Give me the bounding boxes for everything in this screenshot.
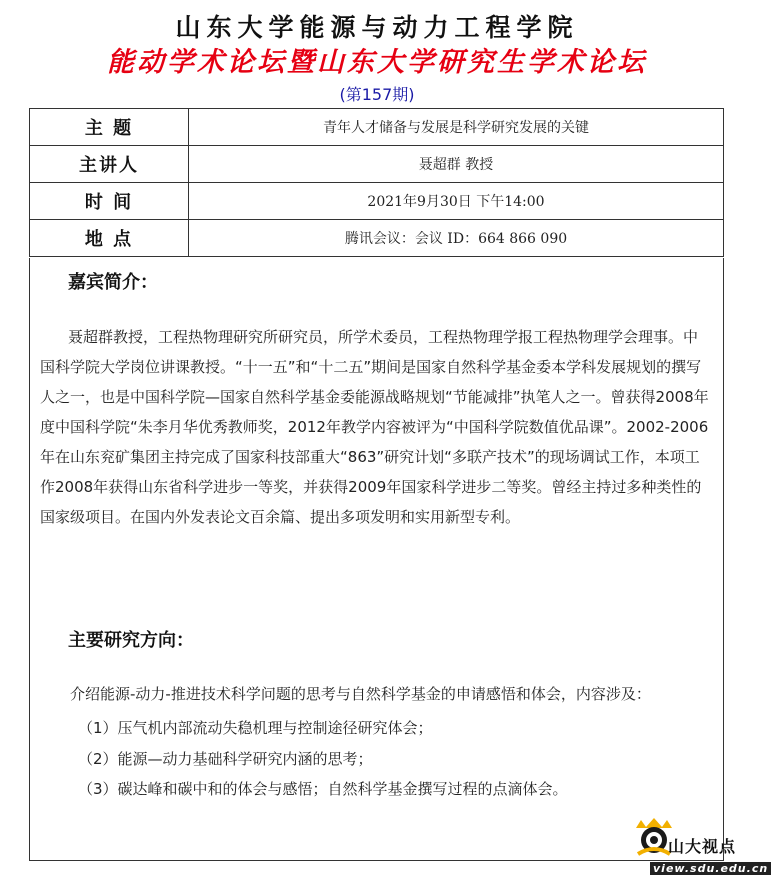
location-label: 地 点 <box>30 220 189 257</box>
school-title: 山东大学能源与动力工程学院 <box>175 13 579 42</box>
research-intro: 介绍能源-动力-推进技术科学问题的思考与自然科学基金的申请感悟和体会，内容涉及： <box>70 685 651 703</box>
time-label: 时 间 <box>30 183 189 220</box>
guest-bio: 聂超群教授，工程热物理研究所研究员，所学术委员，工程热物理学报工程热物理学会理事。中国科学院大学岗位讲课教授。“十一五”和“十二五”期间是国家自然科学基金委本学科发展规划的撰写人之一，也是中国科学院—国家自然科学基金委能源战略规划“节能减排”执笔人之一。曾获得2008年度中国科学院“朱李月华优秀教师奖，2012年教学内容被评为“中国科学院数值优品课”。2002-2006年在山东兖矿集团主持完成了国家科技部重大“863”研究计划“多联产技术”的现场调试工作，本项工作2008年获得山东省科学进步一等奖，并获得2009年国家科学进步二等奖。曾经主持过多种类性的国家级项目。在国内外发表论文百余篇、提出多项发明和实用新型专利。 <box>40 328 709 526</box>
logo-url: view.sdu.edu.cn <box>650 862 771 875</box>
time-value: 2021年9月30日 下午14:00 <box>189 183 724 220</box>
research-heading: 主要研究方向： <box>68 630 194 651</box>
research-item: （2）能源—动力基础科学研究内涵的思考； <box>78 750 373 768</box>
table-row <box>30 109 724 146</box>
speaker-value: 聂超群 教授 <box>189 146 724 183</box>
forum-title: 能动学术论坛暨山东大学研究生学术论坛 <box>107 47 647 78</box>
info-table <box>29 108 724 257</box>
sdu-view-logo <box>628 812 769 878</box>
logo-name: 山大视点 <box>668 837 737 856</box>
research-item: （1）压气机内部流动失稳机理与控制途径研究体会； <box>78 719 433 737</box>
topic-label: 主 题 <box>30 109 189 146</box>
table-row <box>30 146 724 183</box>
table-row <box>30 220 724 257</box>
table-row <box>30 183 724 220</box>
issue-number: (第157期) <box>339 85 415 104</box>
research-item: （3）碳达峰和碳中和的体会与感悟；自然科学基金撰写过程的点滴体会。 <box>78 780 568 798</box>
location-value: 腾讯会议：会议 ID：664 866 090 <box>189 220 724 257</box>
guest-intro-heading: 嘉宾简介： <box>68 272 158 293</box>
topic-value: 青年人才储备与发展是科学研究发展的关键 <box>189 109 724 146</box>
speaker-label: 主讲人 <box>30 146 189 183</box>
